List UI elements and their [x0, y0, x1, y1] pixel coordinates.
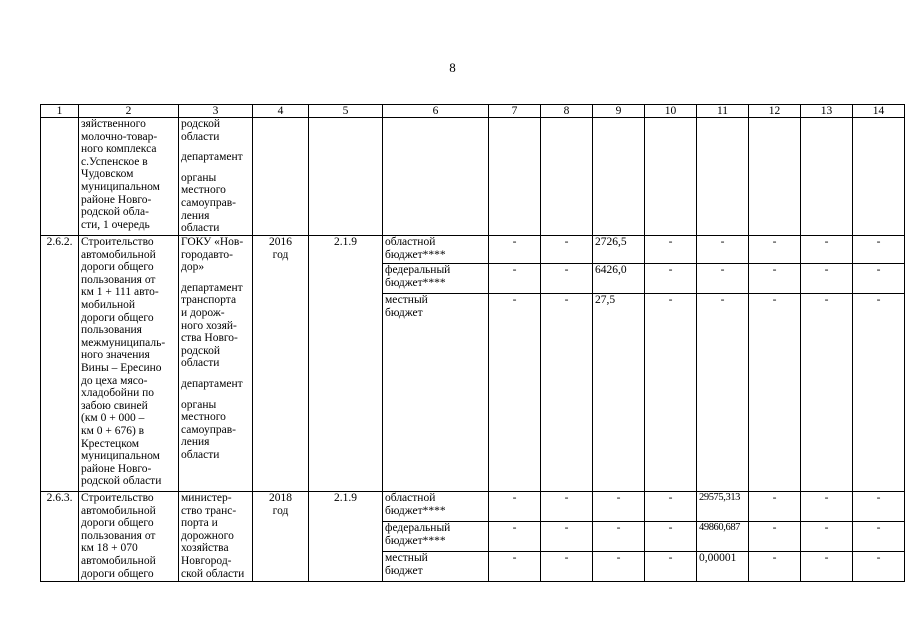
cell-name: зяйственного молочно-товар- ного комплекса с.Успенское в Чудовском муниципальном районе Новго- родской обла- сти, 1 очередь [79, 118, 179, 236]
col-header: 7 [489, 105, 541, 118]
col-header: 6 [383, 105, 489, 118]
cell-executor: ГОКУ «Нов- городавто- дор» департамент транспорта и дорож- ного хозяй- ства Новго- родской области департамент органы местного самоуправ- ления области [179, 236, 253, 492]
col-header: 8 [541, 105, 593, 118]
cell-budget-source: областной бюджет**** [383, 236, 489, 264]
cell-value: - [801, 552, 853, 582]
cell-value: - [749, 522, 801, 552]
cell-year: 2016 год [253, 236, 309, 492]
cell-value: - [541, 492, 593, 522]
header-row [41, 105, 905, 118]
col-header: 9 [593, 105, 645, 118]
cell-value: - [593, 522, 645, 552]
col-header: 10 [645, 105, 697, 118]
cell-code: 2.1.9 [309, 236, 383, 492]
cell-value: - [853, 522, 905, 552]
cell-value: 2726,5 [593, 236, 645, 264]
table-row-2-6-3 [41, 492, 905, 522]
cell-value: - [853, 492, 905, 522]
cell-value: - [645, 492, 697, 522]
col-header: 3 [179, 105, 253, 118]
cell-value: - [853, 552, 905, 582]
col-header: 4 [253, 105, 309, 118]
cell-value: 6426,0 [593, 264, 645, 294]
cell-value: 49860,687 [697, 522, 749, 552]
col-header: 1 [41, 105, 79, 118]
cell-value: - [697, 264, 749, 294]
cell-value: - [645, 552, 697, 582]
cell-value: - [853, 236, 905, 264]
cell-value: - [541, 264, 593, 294]
cell-value: - [749, 552, 801, 582]
cell-value: - [541, 522, 593, 552]
budget-table [40, 104, 905, 582]
col-header: 2 [79, 105, 179, 118]
cell-value: - [645, 264, 697, 294]
cell-value: - [489, 264, 541, 294]
cell-year: 2018 год [253, 492, 309, 582]
cell-value: - [541, 294, 593, 492]
cell-value: - [645, 236, 697, 264]
cell-value: - [853, 264, 905, 294]
cell-value: - [593, 552, 645, 582]
cell-value: 29575,313 [697, 492, 749, 522]
cell-value: 0,00001 [697, 552, 749, 582]
cell-value: 27,5 [593, 294, 645, 492]
cell-value: - [593, 492, 645, 522]
cell-value: - [489, 552, 541, 582]
col-header: 11 [697, 105, 749, 118]
cell-name: Строительство автомобильной дороги общего пользования от км 18 + 070 автомобильной дороги общего [79, 492, 179, 582]
cell-value: - [489, 492, 541, 522]
cell-code: 2.1.9 [309, 492, 383, 582]
cell-value: - [541, 552, 593, 582]
cell-value: - [697, 236, 749, 264]
cell-value: - [697, 294, 749, 492]
cell-value: - [801, 236, 853, 264]
table-row-continuation [41, 118, 905, 236]
cell-value: - [801, 492, 853, 522]
cell-number: 2.6.2. [41, 236, 79, 492]
cell-budget-source: областной бюджет**** [383, 492, 489, 522]
cell-value: - [749, 492, 801, 522]
cell-executor: родской области департамент органы местного самоуправ- ления области [179, 118, 253, 236]
cell-value: - [645, 294, 697, 492]
page-number: 8 [449, 60, 456, 75]
cell-number [41, 118, 79, 236]
cell-budget-source: федеральный бюджет**** [383, 522, 489, 552]
col-header: 5 [309, 105, 383, 118]
cell-value: - [801, 294, 853, 492]
cell-value: - [645, 522, 697, 552]
cell-name: Строительство автомобильной дороги общего пользования от км 1 + 111 авто- мобильной дороги общего пользования межмуниципаль- ного значения Вины – Ересино до цеха мясо- хладобойни по забою свиней (км 0 + 000 – км 0 + 676) в Крестецком муниципальном районе Новго- родской области [79, 236, 179, 492]
cell-value: - [489, 236, 541, 264]
cell-executor: министер- ство транс- порта и дорожного хозяйства Новгород- ской области [179, 492, 253, 582]
cell-value: - [489, 522, 541, 552]
cell-value: - [801, 522, 853, 552]
cell-value: - [541, 236, 593, 264]
cell-budget-source: местный бюджет [383, 552, 489, 582]
cell-budget-source: федеральный бюджет**** [383, 264, 489, 294]
cell-number: 2.6.3. [41, 492, 79, 582]
cell-value: - [489, 294, 541, 492]
table-row-2-6-2 [41, 236, 905, 264]
cell-value: - [749, 294, 801, 492]
cell-value: - [749, 264, 801, 294]
cell-value: - [801, 264, 853, 294]
cell-value: - [749, 236, 801, 264]
col-header: 13 [801, 105, 853, 118]
cell-value: - [853, 294, 905, 492]
col-header: 12 [749, 105, 801, 118]
cell-budget-source: местный бюджет [383, 294, 489, 492]
col-header: 14 [853, 105, 905, 118]
